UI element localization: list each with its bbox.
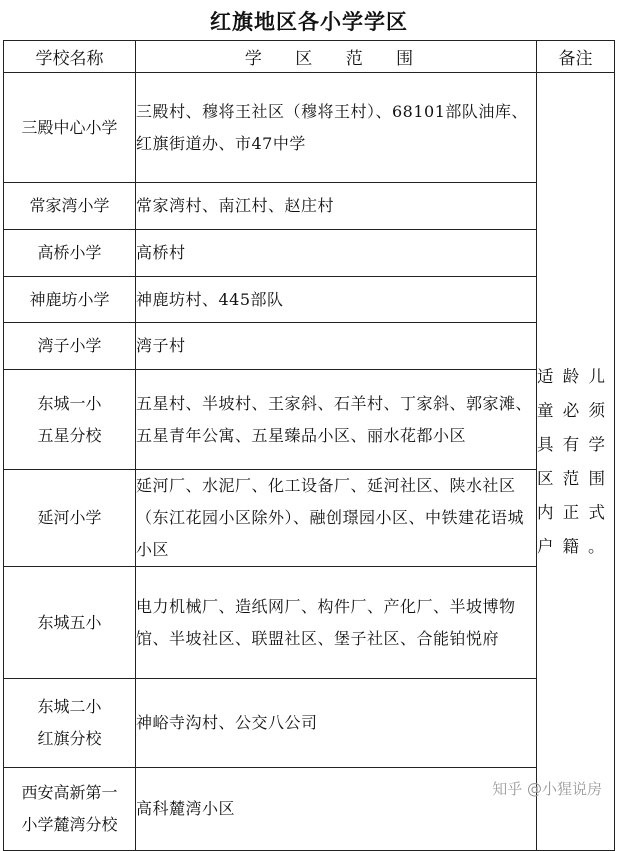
header-school-name: 学校名称 [4,41,136,73]
school-name-line: 五星分校 [37,425,102,445]
note-cell: 适龄儿童必须具有学区范围内正式户籍。 [537,73,615,851]
school-name-line: 高桥小学 [37,243,102,262]
table-row [4,230,615,277]
school-name-line: 东城二小 [37,697,102,716]
watermark: 知乎 @小猩说房 [492,780,602,798]
school-name-line: 东城五小 [37,612,102,632]
table-row [4,73,615,183]
district-range-cell: 高科麓湾小区 [136,768,537,851]
table-header-row [4,41,615,73]
district-range-cell: 电力机械厂、造纸网厂、构件厂、产化厂、半坡博物馆、半坡社区、联盟社区、堡子社区、合能铂悦府 [136,567,537,679]
school-name-cell [4,567,136,679]
table-row [4,679,615,768]
school-name-line: 小学麓湾分校 [21,815,118,834]
school-name-cell [4,470,136,567]
table-row [4,567,615,679]
district-range-cell: 湾子村 [136,323,537,370]
school-name-cell [4,370,136,470]
district-range-cell: 神鹿坊村、445部队 [136,277,537,323]
table-row [4,470,615,567]
district-range-cell: 五星村、半坡村、王家斜、石羊村、丁家斜、郭家滩、五星青年公寓、五星臻品小区、丽水花都小区 [136,370,537,470]
district-range-cell: 延河厂、水泥厂、化工设备厂、延河社区、陕水社区（东江花园小区除外）、融创璟园小区、中铁建花语城小区 [136,470,537,567]
school-name-line: 东城一小 [37,393,102,413]
school-name-line: 西安高新第一 [21,783,118,802]
school-name-cell [4,73,136,183]
school-name-line: 神鹿坊小学 [29,289,110,309]
school-name-line: 湾子小学 [37,336,102,355]
header-note: 备注 [537,41,615,73]
table-row [4,323,615,370]
table-row [4,183,615,230]
school-name-cell [4,768,136,851]
school-name-line: 常家湾小学 [29,196,110,215]
school-name-cell [4,277,136,323]
school-district-table [3,40,615,851]
district-range-cell: 高桥村 [136,230,537,277]
table-row [4,370,615,470]
table-row [4,277,615,323]
school-name-line: 三殿中心小学 [21,117,118,137]
school-name-cell [4,679,136,768]
school-name-line: 延河小学 [37,508,102,527]
school-name-cell [4,183,136,230]
page-title: 红旗地区各小学学区 [210,10,408,34]
header-district-range: 学 区 范 围 [136,41,537,73]
school-name-cell [4,230,136,277]
district-range-cell: 常家湾村、南江村、赵庄村 [136,183,537,230]
district-range-cell: 神峪寺沟村、公交八公司 [136,679,537,768]
school-name-cell [4,323,136,370]
district-range-cell: 三殿村、穆将王社区（穆将王村）、68101部队油库、红旗街道办、市47中学 [136,73,537,183]
school-name-line: 红旗分校 [37,729,102,748]
